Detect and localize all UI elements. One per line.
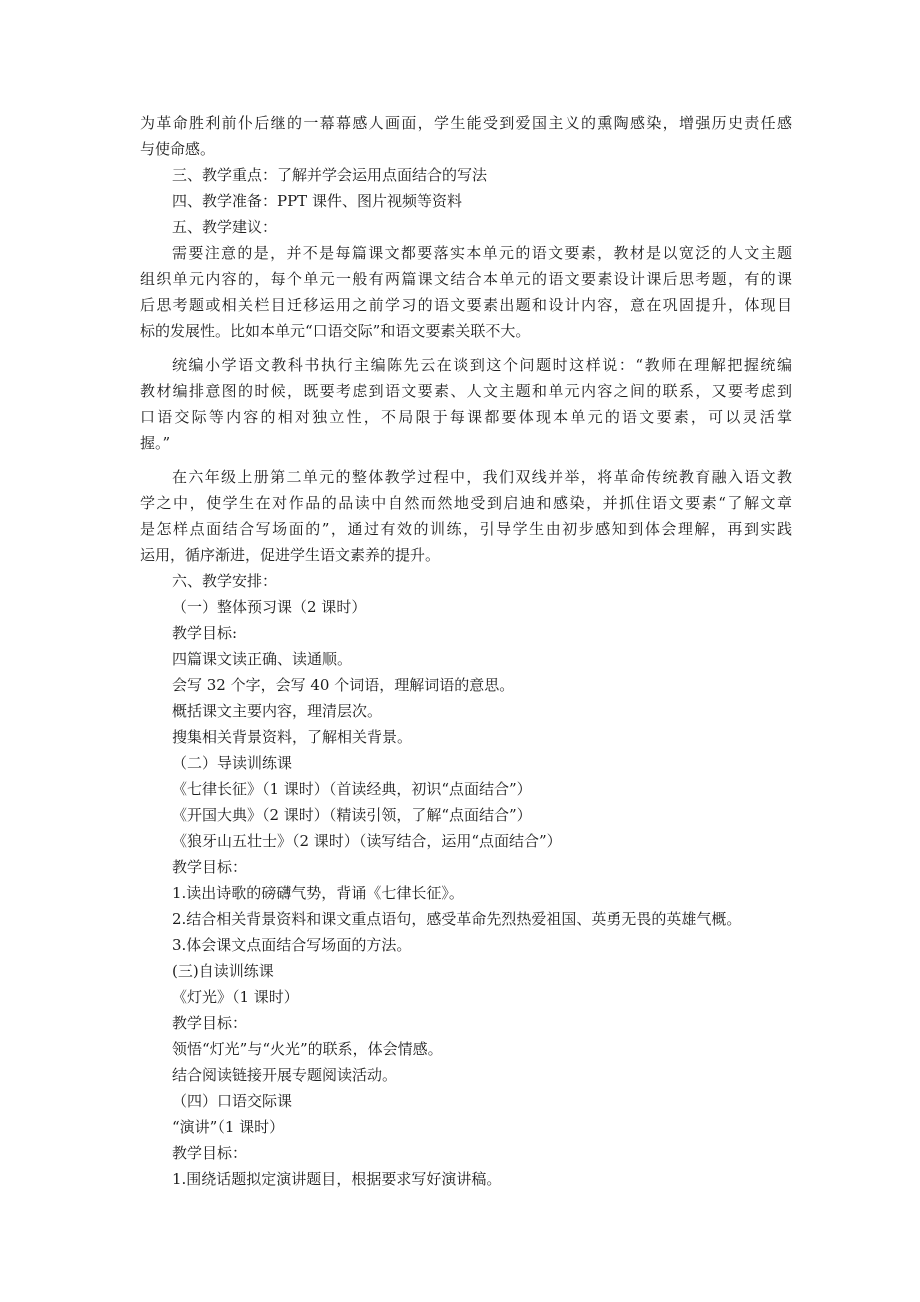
body-line: 学之中，使学生在对作品的品读中自然而然地受到启迪和感染，并抓住语文要素“了解文章: [140, 494, 792, 512]
body-line: 教学目标：: [172, 858, 248, 876]
body-line: 是怎样点面结合写场面的”，通过有效的训练，引导学生由初步感知到体会理解，再到实践: [140, 520, 792, 538]
body-line: 《七律长征》（1 课时）（首读经典，初识“点面结合”）: [172, 780, 532, 798]
body-line: 统编小学语文教科书执行主编陈先云在谈到这个问题时这样说：“教师在理解把握统编: [172, 356, 792, 374]
body-line: 教学目标:: [172, 624, 238, 642]
body-line: 搜集相关背景资料，了解相关背景。: [172, 728, 413, 746]
body-line: 为革命胜利前仆后继的一幕幕感人画面，学生能受到爱国主义的熏陶感染，增强历史责任感: [140, 114, 792, 132]
body-line: “演讲”（1 课时）: [172, 1118, 285, 1136]
body-line: 在六年级上册第二单元的整体教学过程中，我们双线并举，将革命传统教育融入语文教: [172, 468, 792, 486]
body-line: 结合阅读链接开展专题阅读活动。: [172, 1066, 398, 1084]
body-line: 口语交际等内容的相对独立性，不局限于每课都要体现本单元的语文要素，可以灵活掌: [140, 408, 792, 426]
subsection-heading: （四）口语交际课: [172, 1092, 293, 1110]
section-heading-advice: 五、教学建议：: [172, 218, 278, 236]
body-line: 需要注意的是，并不是每篇课文都要落实本单元的语文要素，教材是以宽泛的人文主题: [172, 244, 792, 262]
subsection-heading: (三)自读训练课: [172, 962, 274, 980]
body-line: 1.读出诗歌的磅礴气势，背诵《七律长征》。: [172, 884, 464, 902]
body-line: 《灯光》（1 课时）: [172, 988, 299, 1006]
section-heading-focus: 三、教学重点：了解并学会运用点面结合的写法: [172, 166, 488, 184]
body-line: 运用，循序渐进，促进学生语文素养的提升。: [140, 546, 441, 564]
body-line: 后思考题或相关栏目迁移运用之前学习的语文要素出题和设计内容，意在巩固提升，体现目: [140, 296, 792, 314]
body-line: 教材编排意图的时候，既要考虑到语文要素、人文主题和单元内容之间的联系，又要考虑到: [140, 382, 792, 400]
body-line: 《狼牙山五壮士》（2 课时）（读写结合，运用“点面结合”）: [172, 832, 562, 850]
body-line: 《开国大典》（2 课时）（精读引领，了解“点面结合”）: [172, 806, 532, 824]
body-line: 组织单元内容的，每个单元一般有两篇课文结合本单元的语文要素设计课后思考题，有的课: [140, 270, 792, 288]
body-line: 2.结合相关背景资料和课文重点语句，感受革命先烈热爱祖国、英勇无畏的英雄气概。: [172, 910, 742, 928]
body-line: 3.体会课文点面结合写场面的方法。: [172, 936, 412, 954]
body-line: 标的发展性。比如本单元“口语交际”和语文要素关联不大。: [140, 322, 531, 340]
body-line: 四篇课文读正确、读通顺。: [172, 650, 353, 668]
body-line: 握。”: [140, 434, 171, 452]
body-line: 会写 32 个字，会写 40 个词语，理解词语的意思。: [172, 676, 515, 694]
body-line: 1.围绕话题拟定演讲题目，根据要求写好演讲稿。: [172, 1170, 502, 1188]
body-line: 概括课文主要内容，理清层次。: [172, 702, 383, 720]
body-line: 领悟“灯光”与“火光”的联系，体会情感。: [172, 1040, 443, 1058]
body-line: 教学目标：: [172, 1144, 248, 1162]
subsection-heading: （二）导读训练课: [172, 754, 293, 772]
section-heading-prep: 四、教学准备：PPT 课件、图片视频等资料: [172, 192, 462, 210]
subsection-heading: （一）整体预习课（2 课时）: [172, 598, 367, 616]
body-line: 教学目标：: [172, 1014, 248, 1032]
section-heading-schedule: 六、教学安排：: [172, 572, 278, 590]
document-body: [140, 110, 792, 1192]
body-line: 与使命感。: [140, 140, 216, 158]
